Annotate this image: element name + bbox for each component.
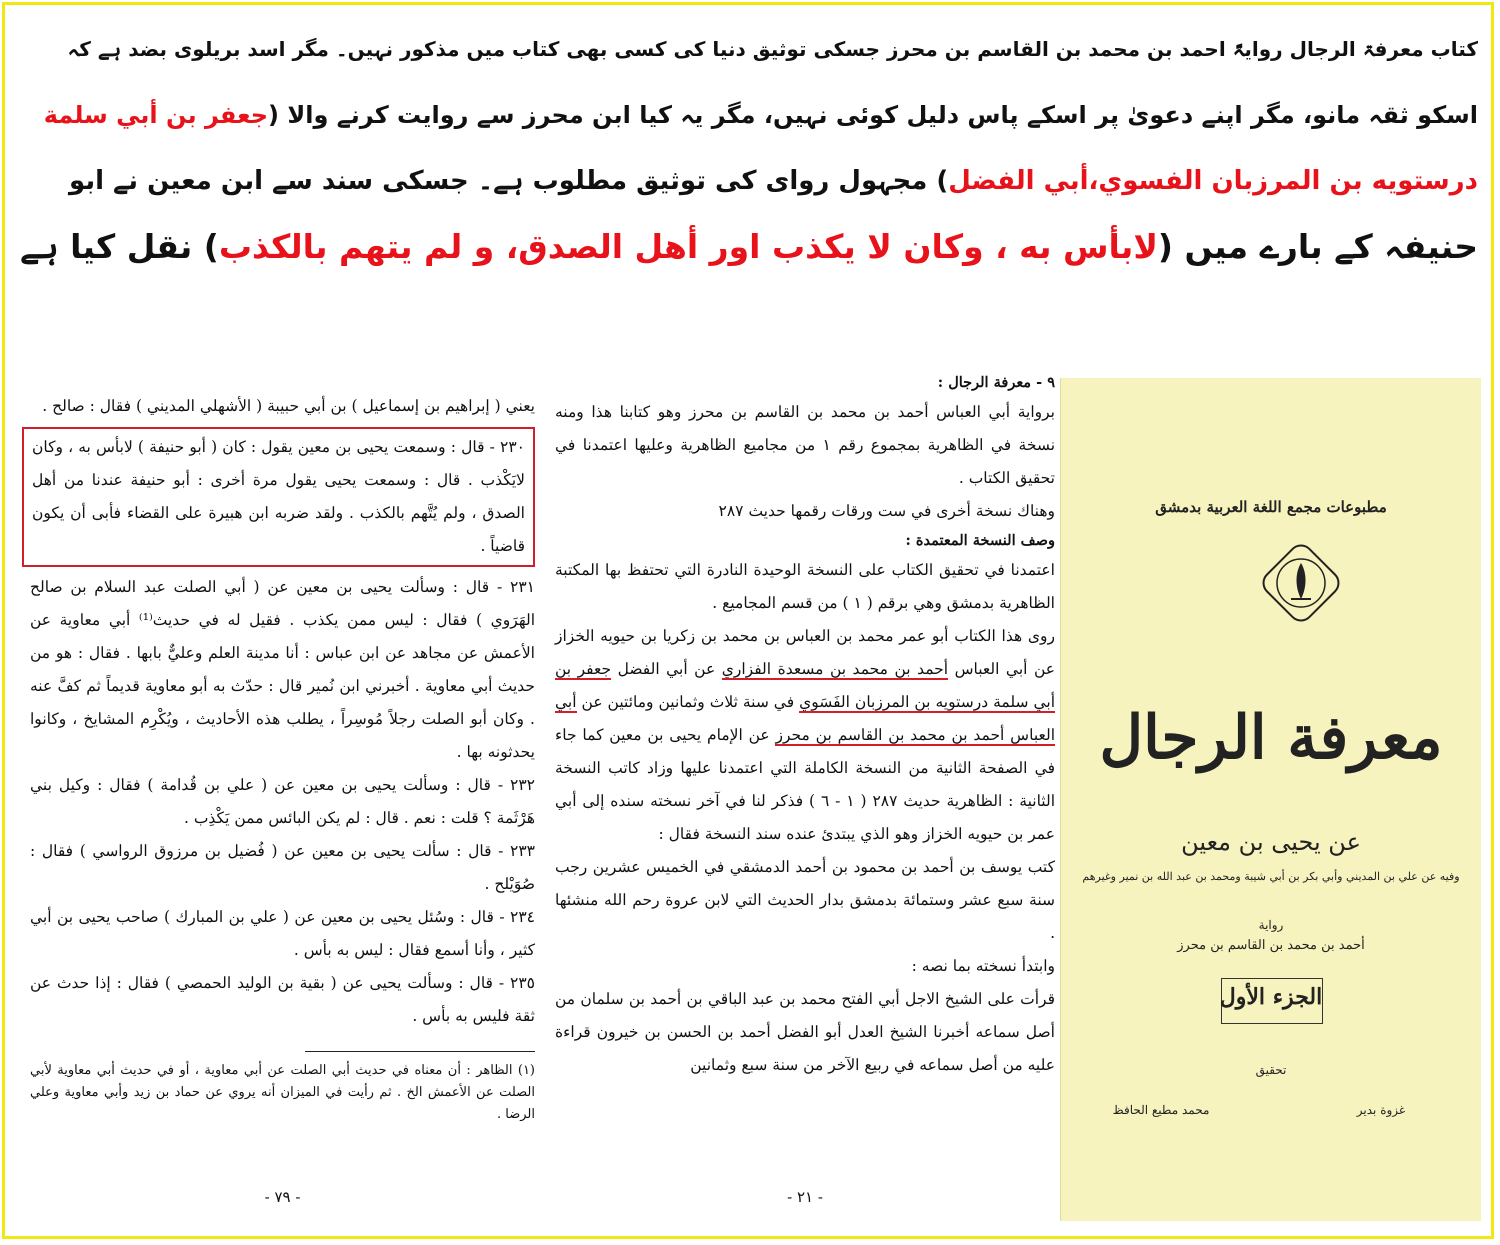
mid-para-6: وابتدأ نسخته بما نصه : — [911, 957, 1055, 975]
underline-ibn-muhriz: أبي العباس أحمد بن محمد بن القاسم بن محرز — [555, 693, 1055, 744]
page-21 — [555, 370, 1055, 1220]
commentary-line-3: درستويه بن المرزبان الفسوي،أبي الفضل) مجہول روای کی توثیق مطلوب ہے۔ جسکی سند سے ابن معین نے ابو — [69, 166, 1478, 196]
page-number-79: - ٧٩ - — [264, 1188, 301, 1206]
cover-title: معرفة الرجال — [1099, 703, 1443, 773]
cover-riwaya: رواية — [1258, 918, 1284, 932]
entry-233: ٢٣٣ - قال : سألت يحيى بن معين عن ( فُضيل بن مرزوق الرواسي ) فقال : صُوَيْلح . — [30, 842, 535, 893]
highlight-box-230 — [22, 427, 535, 567]
page-number-21: - ٢١ - — [787, 1188, 823, 1206]
cover-part: الجزء الأول — [1219, 984, 1323, 1010]
cover-tahqiq: تحقيق — [1255, 1063, 1287, 1077]
commentary-line-1: کتاب معرفۃ الرجال روایۃً احمد بن محمد بن القاسم بن محرز جسکی توثیق دنیا کی کسی بھی کتاب میں مذکور نہیں۔ مگر اسد بریلوی بضد ہے کہ — [67, 37, 1478, 61]
cover-chain: وفيه عن علي بن المديني وأبي بكر بن أبي شيبة ومحمد بن عبد الله بن نمير وغيرهم — [1082, 870, 1460, 883]
section-heading: ٩ - معرفة الرجال : — [937, 374, 1055, 391]
cover-editor-2: غزوة بدير — [1356, 1103, 1406, 1117]
mid-para-5: كتب يوسف بن أحمد بن محمود بن أحمد الدمشقي في الخميس عشرين رجب سنة سبع عشر وستمائة بدمشق بدار الحديث التي لابن عروة رحم الله منشئها . — [555, 858, 1055, 942]
footnote: (١) الظاهر : أن معناه في حديث أبي الصلت عن أبي معاوية ، أو في حديث أبي معاوية لأبي الصلت عن الأعمش الخ . ثم رأيت في الميزان أنه يروي عن حماد بن زيد وأبي معاوية وعلي الرضا . — [30, 1063, 535, 1122]
cover-author: عن يحيى بن معين — [1181, 828, 1361, 856]
mid-para-4: روى هذا الكتاب أبو عمر محمد بن العباس بن محمد بن زكريا بن حيويه الخزاز عن أبي العباس أحمد بن محمد بن مسعدة الفزاري عن أبي الفضل جعفر بن أبي سلمة درستويه بن المرزبان الفَسَوي في سنة ثلاث وثمانين ومائتين عن أبي العباس أحمد بن محمد بن القاسم بن محرز عن الإمام يحيى بن معين كما جاء في الصفحة الثانية من النسخة الكاملة التي اعتمدنا عليها وزاد كاتب النسخة الثانية : الظاهرية حديث ٢٨٧ ( ١ - ٦ ) فذكر لنا في آخر نسخته سنده إلى أبي عمر بن حيويه الخزاز وهو الذي يبتدئ عنده سند النسخة فقال : — [555, 627, 1056, 843]
mid-para-7: قرأت على الشيخ الاجل أبي الفتح محمد بن عبد الباقي بن أحمد بن سلمان من أصل سماعه أخبرنا الشيخ العدل أبو الفضل أحمد بن الحسن بن خيرون قراءة عليه من أصل سماعه في ربيع الآخر من سنة سبع وثمانين — [555, 990, 1055, 1074]
commentary-line-4: حنیفہ کے بارے میں (لابأس به ، وكان لا يكذب اور أهل الصدق، و لم يتهم بالكذب) نقل کیا ہے — [20, 227, 1478, 266]
entry-231: ٢٣١ - قال : وسألت يحيى بن معين عن ( أبي الصلت عبد السلام بن صالح الهَرَوي ) فقال : ليس ممن يكذب . فقيل له في حديث⁽¹⁾ أبي معاوية عن الأعمش عن مجاهد عن ابن عباس : أنا مدينة العلم وعليٌّ بابها . فقال : هو من حديث أبي معاوية . أخبرني ابن نُمير قال : حدّث به أبو معاوية قديماً ثم كفَّ عنه . وكان أبو الصلت رجلاً مُوسِراً ، يطلب هذه الأحاديث ، ويُكْرِم المشايخ ، وكانوا يحدثونه بها . — [30, 578, 535, 761]
commentary-line-2: اسکو ثقہ مانو، مگر اپنے دعویٰ پر اسکے پاس دلیل کوئی نہیں، مگر یہ کیا ابن محرز سے روایت کرنے والا (جعفر بن أبي سلمة — [43, 101, 1478, 129]
manuscript-subheading: وصف النسخة المعتمدة : — [905, 532, 1055, 549]
page-79 — [30, 390, 535, 1220]
highlight-durustawayh: درستويه بن المرزبان الفسوي،أبي الفضل — [948, 166, 1478, 196]
underline-jafar: جعفر بن أبي سلمة درستويه بن المرزبان الفَسَوي — [555, 660, 1055, 711]
highlight-quote: لابأس به ، وكان لا يكذب اور أهل الصدق، و لم يتهم بالكذب — [218, 227, 1158, 266]
cover-publisher: مطبوعات مجمع اللغة العربية بدمشق — [1155, 498, 1387, 516]
book-cover — [1060, 378, 1481, 1221]
mid-para-1: برواية أبي العباس أحمد بن محمد بن القاسم بن محرز وهو كتابنا هذا ومنه نسخة في الظاهرية بمجموع رقم ١ من مجاميع الظاهرية وعليها اعتمدنا في تحقيق الكتاب . — [555, 403, 1056, 487]
urdu-commentary — [20, 16, 1482, 364]
entry-234: ٢٣٤ - قال : وسُئل يحيى بن معين عن ( علي بن المبارك ) صاحب يحيى بن أبي كثير ، وأنا أسمع فقال : ليس به بأس . — [30, 908, 535, 959]
mid-para-2: وهناك نسخة أخرى في ست ورقات رقمها حديث ٢٨٧ — [718, 502, 1055, 520]
cover-editor-1: محمد مطيع الحافظ — [1112, 1103, 1210, 1117]
academy-emblem-icon — [1261, 543, 1341, 623]
highlight-jafar: جعفر بن أبي سلمة — [43, 101, 269, 129]
cover-narrator: أحمد بن محمد بن القاسم بن محرز — [1177, 938, 1365, 953]
entry-intro: يعني ( إبراهيم بن إسماعيل ) بن أبي حبيبة ( الأشهلي المديني ) فقال : صالح . — [42, 397, 535, 415]
entry-235: ٢٣٥ - قال : وسألت يحيى عن ( بقية بن الوليد الحمصي ) فقال : إذا حدث عن ثقة فليس به بأس . — [30, 974, 535, 1025]
entry-232: ٢٣٢ - قال : وسألت يحيى بن معين عن ( علي بن قُدامة ) فقال : وكيل بني هَرْثَمة ؟ قلت : نعم . قال : لم يكن البائس ممن يَكْذِب . — [30, 776, 535, 827]
mid-para-3: اعتمدنا في تحقيق الكتاب على النسخة الوحيدة النادرة التي تحتفظ بها المكتبة الظاهرية بدمشق وهي برقم ( ١ ) من قسم المجاميع . — [555, 561, 1055, 612]
entry-230: ٢٣٠ - قال : وسمعت يحيى بن معين يقول : كان ( أبو حنيفة ) لابأس به ، وكان لايَكْذب . قال : وسمعت يحيى يقول مرة أخرى : أبو حنيفة عندنا من أهل الصدق ، ولم يُتَّهم بالكذب . ولقد ضربه ابن هبيرة على القضاء فأبى أن يكون قاضياً . — [32, 438, 525, 555]
underline-fazari: أحمد بن محمد بن مسعدة الفزاري — [721, 660, 949, 678]
footnote-divider — [305, 1051, 535, 1052]
